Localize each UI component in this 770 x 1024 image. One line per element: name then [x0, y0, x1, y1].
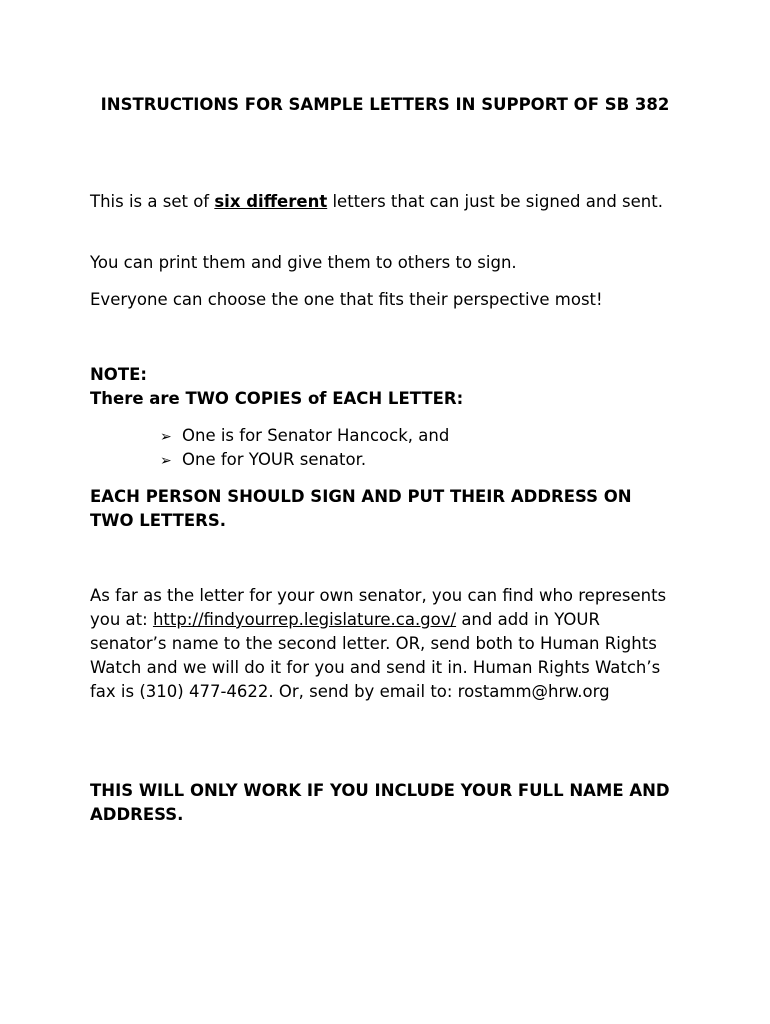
intro-paragraph [90, 190, 680, 214]
arrow-bullet-icon: ➢ [160, 453, 172, 469]
note-subheading: There are TWO COPIES of EACH LETTER: [90, 389, 464, 408]
print-instruction: You can print them and give them to others to sign. [90, 253, 517, 272]
sign-instruction: EACH PERSON SHOULD SIGN AND PUT THEIR ADDRESS ON TWO LETTERS. [90, 487, 632, 530]
bullet-text: One is for Senator Hancock, and [182, 426, 450, 445]
bullet-text: One for YOUR senator. [182, 450, 367, 469]
bullet-item-your-senator [160, 448, 366, 473]
senator-info-paragraph [90, 584, 680, 704]
document-title: INSTRUCTIONS FOR SAMPLE LETTERS IN SUPPORT OF SB 382 [100, 95, 670, 114]
senator-info-text-start: As far as the letter for your own senator, you can find who represents you at: [90, 586, 667, 629]
choose-instruction: Everyone can choose the one that fits their perspective most! [90, 290, 603, 309]
intro-text-start: This is a set of [90, 192, 215, 211]
final-note: THIS WILL ONLY WORK IF YOU INCLUDE YOUR FULL NAME AND ADDRESS. [90, 781, 670, 824]
arrow-bullet-icon: ➢ [160, 429, 172, 445]
findyourrep-link[interactable]: http://findyourrep.legislature.ca.gov/ [152, 610, 457, 629]
bullet-item-hancock [160, 424, 449, 449]
intro-text-end: letters that can just be signed and sent. [327, 192, 663, 211]
intro-emphasis: six different [214, 192, 328, 211]
note-heading: NOTE: [90, 365, 147, 384]
senator-info-text-end: and add in YOUR senator’s name to the second letter. OR, send both to Human Rights Watch and we will do it for you and send it in. Human Rights Watch’s fax is (310) 477-4622. Or, send by email to: rostamm@hrw.org [90, 610, 661, 701]
